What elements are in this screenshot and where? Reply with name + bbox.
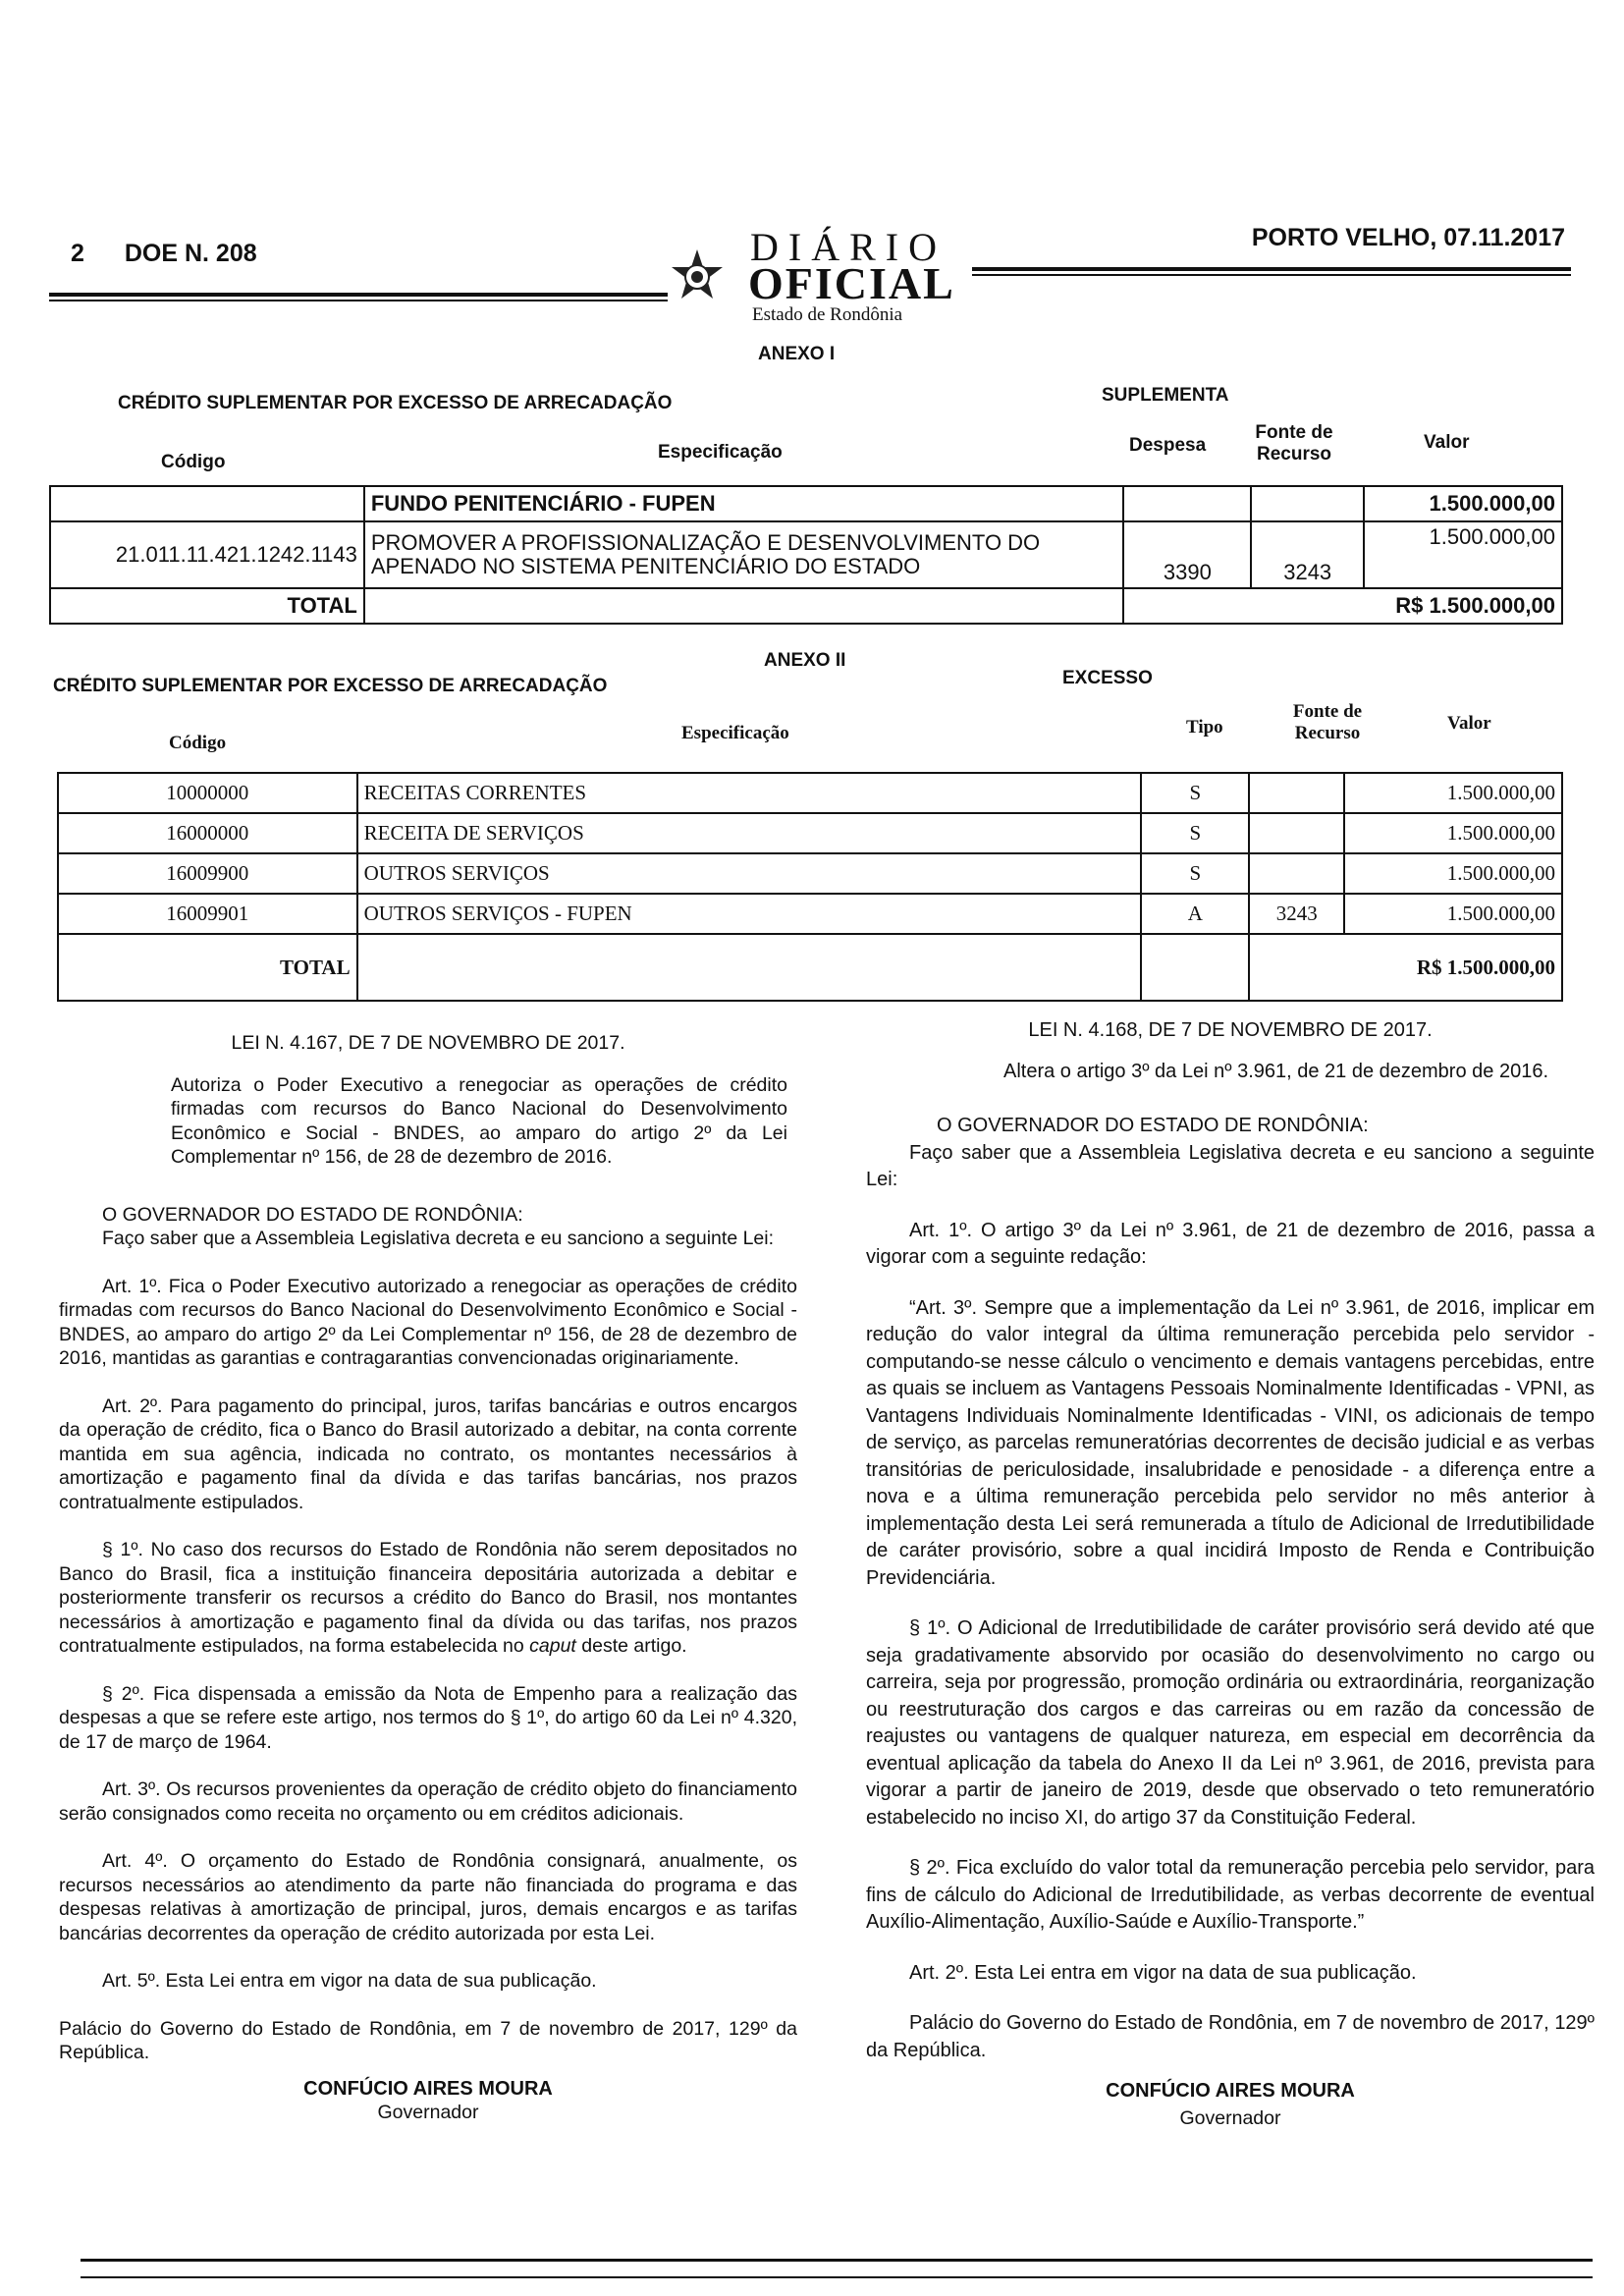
table-row xyxy=(58,773,1562,813)
table-row-total xyxy=(58,934,1562,1001)
header-rule xyxy=(972,274,1571,276)
cell-valor: 1.500.000,00 xyxy=(1364,521,1562,588)
footer-rule xyxy=(81,2259,1593,2262)
law2-closing: Palácio do Governo do Estado de Rondônia, em 7 de novembro de 2017, 129º da República. xyxy=(866,2012,1595,2061)
masthead-oficial: OFICIAL xyxy=(748,258,955,308)
cell-tipo: S xyxy=(1141,773,1249,813)
annex1-col-despesa: Despesa xyxy=(1129,435,1207,456)
law1-art2: Art. 2º. Para pagamento do principal, juros, tarifas bancárias e outros encargos da operação de crédito, fica o Banco do Brasil autorizado a debitar, na conta corrente mantida em sua agência, indicada no contrato, os montantes necessários à amortização e pagamento final da dívida e das tarifas bancárias, nos prazos contratualmente estipulados. xyxy=(59,1394,797,1513)
law1-signer-title: Governador xyxy=(377,2102,479,2123)
city-date: PORTO VELHO, 07.11.2017 xyxy=(1251,224,1565,251)
cell-valor: 1.500.000,00 xyxy=(1364,486,1562,521)
law1-par1-end: deste artigo. xyxy=(575,1635,687,1657)
annex1-col-especificacao: Especificação xyxy=(658,442,783,463)
masthead-diario: DIÁRIO xyxy=(750,225,947,269)
annex1-col-fonte: Fonte de Recurso xyxy=(1255,422,1333,465)
law1-par1-caput: caput xyxy=(529,1635,576,1657)
law1-ementa: Autoriza o Poder Executivo a renegociar as operações de crédito firmadas com recursos do Banco Nacional do Desenvolvimento Econômico e Social - BNDES, ao amparo do artigo 2º da Lei Complementar nº 156, de 28 de dezembro de 2016. xyxy=(171,1073,787,1168)
law1-intro: Faço saber que a Assembleia Legislativa decreta e eu sanciono a seguinte Lei: xyxy=(102,1228,775,1249)
law2-column xyxy=(866,1017,1595,2132)
annex2-col-valor: Valor xyxy=(1447,713,1491,734)
cell-codigo: 16009900 xyxy=(58,853,357,894)
cell-especificacao: FUNDO PENITENCIÁRIO - FUPEN xyxy=(364,486,1124,521)
annex2-col-tipo: Tipo xyxy=(1186,717,1223,738)
cell-empty xyxy=(364,588,1124,624)
cell-total-value: R$ 1.500.000,00 xyxy=(1123,588,1562,624)
law1-governor-line: O GOVERNADOR DO ESTADO DE RONDÔNIA: xyxy=(102,1203,523,1226)
law2-title: LEI N. 4.168, DE 7 DE NOVEMBRO DE 2017. xyxy=(1028,1019,1433,1041)
cell-empty xyxy=(357,934,1142,1001)
cell-codigo: 16000000 xyxy=(58,813,357,853)
law1-closing: Palácio do Governo do Estado de Rondônia, em 7 de novembro de 2017, 129º da República. xyxy=(59,2017,797,2063)
header-rule xyxy=(972,267,1571,271)
cell-tipo: A xyxy=(1141,894,1249,934)
cell-total-label: TOTAL xyxy=(58,934,357,1001)
annex2-title: ANEXO II xyxy=(764,650,846,671)
cell-especificacao: RECEITAS CORRENTES xyxy=(357,773,1142,813)
law2-quote-par2: § 2º. Fica excluído do valor total da remuneração percebia pelo servidor, para fins de cálculo do Adicional de Irredutibilidade, as verbas decorrente de eventual Auxílio-Alimentação, Auxílio-Saúde e Auxílio-Transporte.” xyxy=(866,1857,1595,1933)
table-row xyxy=(58,894,1562,934)
cell-valor: 1.500.000,00 xyxy=(1344,773,1562,813)
cell-tipo: S xyxy=(1141,853,1249,894)
law1-par2: § 2º. Fica dispensada a emissão da Nota de Empenho para a realização das despesas a que se refere este artigo, nos termos do § 1º, do artigo 60 da Lei nº 4.320, de 17 de março de 1964. xyxy=(59,1682,797,1753)
law1-art5: Art. 5º. Esta Lei entra em vigor na data de sua publicação. xyxy=(102,1970,597,1992)
table-row xyxy=(58,813,1562,853)
header-rule xyxy=(49,293,668,297)
annex2-table xyxy=(57,772,1563,1002)
law2-ementa: Altera o artigo 3º da Lei nº 3.961, de 21 de dezembro de 2016. xyxy=(1003,1060,1548,1082)
table-row xyxy=(58,853,1562,894)
annex1-subtitle: CRÉDITO SUPLEMENTAR POR EXCESSO DE ARRECADAÇÃO xyxy=(118,393,673,413)
cell-fonte xyxy=(1249,813,1344,853)
law1-art4: Art. 4º. O orçamento do Estado de Rondônia consignará, anualmente, os recursos necessários ao atendimento da parte não financiada do programa e das despesas relativas à amortização de principal, juros, demais encargos e as tarifas bancárias decorrentes da operação de crédito autorizada por esta Lei. xyxy=(59,1850,797,1944)
law2-intro: Faço saber que a Assembleia Legislativa decreta e eu sanciono a seguinte Lei: xyxy=(866,1141,1595,1190)
cell-despesa: 3390 xyxy=(1123,521,1251,588)
annex1-title: ANEXO I xyxy=(758,344,836,364)
cell-valor: 1.500.000,00 xyxy=(1344,894,1562,934)
annex2-col-especificacao: Especificação xyxy=(681,723,789,743)
cell-valor: 1.500.000,00 xyxy=(1344,853,1562,894)
law1-column xyxy=(59,1031,797,2125)
law2-art1: Art. 1º. O artigo 3º da Lei nº 3.961, de 21 de dezembro de 2016, passa a vigorar com a seguinte redação: xyxy=(866,1219,1595,1268)
cell-valor: 1.500.000,00 xyxy=(1344,813,1562,853)
header-rule xyxy=(49,300,668,301)
law1-art1: Art. 1º. Fica o Poder Executivo autorizado a renegociar as operações de crédito firmadas com recursos do Banco Nacional do Desenvolvimento Econômico e Social - BNDES, ao amparo do artigo 2º da Lei Complementar nº 156, de 28 de dezembro de 2016, mantidas as garantias e contragarantias convencionadas originariamente. xyxy=(59,1275,797,1369)
cell-codigo: 21.011.11.421.1242.1143 xyxy=(50,521,364,588)
law2-quote-par1: § 1º. O Adicional de Irredutibilidade de caráter provisório será devido até que seja gradativamente absorvido por ocasião do desenvolvimento no cargo ou carreira, seja por progressão, promoção ordinária ou extraordinária, reorganização ou reestruturação dos cargos e das carreiras ou em razão da concessão de reajustes ou vantagens de qualquer natureza, em especial em decorrência da eventual aplicação da tabela do Anexo II da Lei nº 3.961, de 2016, prevista para vigorar a partir de janeiro de 2019, desde que observado o teto remuneratório estabelecido no inciso XI, do artigo 37 da Constituição Federal. xyxy=(866,1617,1595,1829)
law1-par1 xyxy=(59,1538,797,1659)
law1-art3: Art. 3º. Os recursos provenientes da operação de crédito objeto do financiamento serão consignados como receita no orçamento ou em créditos adicionais. xyxy=(59,1778,797,1825)
cell-especificacao: OUTROS SERVIÇOS xyxy=(357,853,1142,894)
law2-signer: CONFÚCIO AIRES MOURA xyxy=(1106,2080,1355,2102)
cell-especificacao: RECEITA DE SERVIÇOS xyxy=(357,813,1142,853)
cell-fonte: 3243 xyxy=(1251,521,1364,588)
law2-quote-art3: “Art. 3º. Sempre que a implementação da Lei nº 3.961, de 2016, implicar em redução do valor integral da última remuneração percebida pelo servidor - computando-se nesse cálculo o vencimento e demais vantagens percebidas, entre as quais se incluem as Vantagens Pessoais Nominalmente Identificadas - VPNI, as Vantagens Individuais Nominalmente Identificadas - VINI, os adicionais de tempo de serviço, as parcelas remuneratórias decorrentes de decisão judicial e as verbas transitórias de periculosidade, insalubridade e penosidade - a diferença entre a nova e a última remuneração percebida pelo servidor no mês anterior à implementação desta Lei será remunerada a título de Adicional de Irredutibilidade de caráter provisório, sobre a qual incidirá Imposto de Renda e Contribuição Previdenciária. xyxy=(866,1296,1595,1589)
state-seal-icon xyxy=(666,246,729,308)
page-number: 2 xyxy=(71,240,84,267)
annex1-table xyxy=(49,485,1563,625)
annex1-col-codigo: Código xyxy=(161,452,226,472)
cell-codigo: 10000000 xyxy=(58,773,357,813)
issue-number: DOE N. 208 xyxy=(124,240,257,267)
masthead-state: Estado de Rondônia xyxy=(752,304,903,325)
law2-art2: Art. 2º. Esta Lei entra em vigor na data de sua publicação. xyxy=(909,1961,1417,1984)
law2-signer-title: Governador xyxy=(1179,2106,1281,2129)
annex2-col-codigo: Código xyxy=(169,733,227,753)
annex2-subtitle: CRÉDITO SUPLEMENTAR POR EXCESSO DE ARRECADAÇÃO xyxy=(53,676,608,696)
cell-despesa xyxy=(1123,486,1251,521)
law1-signer: CONFÚCIO AIRES MOURA xyxy=(303,2077,553,2100)
cell-codigo xyxy=(50,486,364,521)
cell-empty xyxy=(1141,934,1249,1001)
law1-title: LEI N. 4.167, DE 7 DE NOVEMBRO DE 2017. xyxy=(231,1032,625,1054)
cell-total-value: R$ 1.500.000,00 xyxy=(1249,934,1562,1001)
cell-codigo: 16009901 xyxy=(58,894,357,934)
table-row xyxy=(50,486,1562,521)
law2-governor-line: O GOVERNADOR DO ESTADO DE RONDÔNIA: xyxy=(937,1115,1369,1136)
cell-fonte xyxy=(1251,486,1364,521)
cell-fonte xyxy=(1249,853,1344,894)
table-row xyxy=(50,521,1562,588)
annex2-col-fonte: Fonte de Recurso xyxy=(1292,701,1363,743)
page-header-left xyxy=(71,240,257,268)
footer-rule xyxy=(81,2276,1593,2278)
cell-tipo: S xyxy=(1141,813,1249,853)
table-row-total xyxy=(50,588,1562,624)
annex2-group: EXCESSO xyxy=(1062,668,1153,688)
cell-fonte: 3243 xyxy=(1249,894,1344,934)
cell-especificacao: OUTROS SERVIÇOS - FUPEN xyxy=(357,894,1142,934)
law1-par1-text: § 1º. No caso dos recursos do Estado de Rondônia não serem depositados no Banco do Brasil, fica a instituição financeira depositária autorizada a debitar e posteriormente transferir os recursos a crédito do Banco do Brasil, nos montantes necessários à amortização e pagamento final da dívida ou das tarifas, nos prazos contratualmente estipulados, na forma estabelecida no xyxy=(59,1539,797,1657)
annex1-col-valor: Valor xyxy=(1424,432,1470,453)
cell-total-label: TOTAL xyxy=(50,588,364,624)
annex1-group: SUPLEMENTA xyxy=(1102,385,1229,406)
cell-fonte xyxy=(1249,773,1344,813)
cell-especificacao: PROMOVER A PROFISSIONALIZAÇÃO E DESENVOLVIMENTO DO APENADO NO SISTEMA PENITENCIÁRIO DO ESTADO xyxy=(364,521,1124,588)
